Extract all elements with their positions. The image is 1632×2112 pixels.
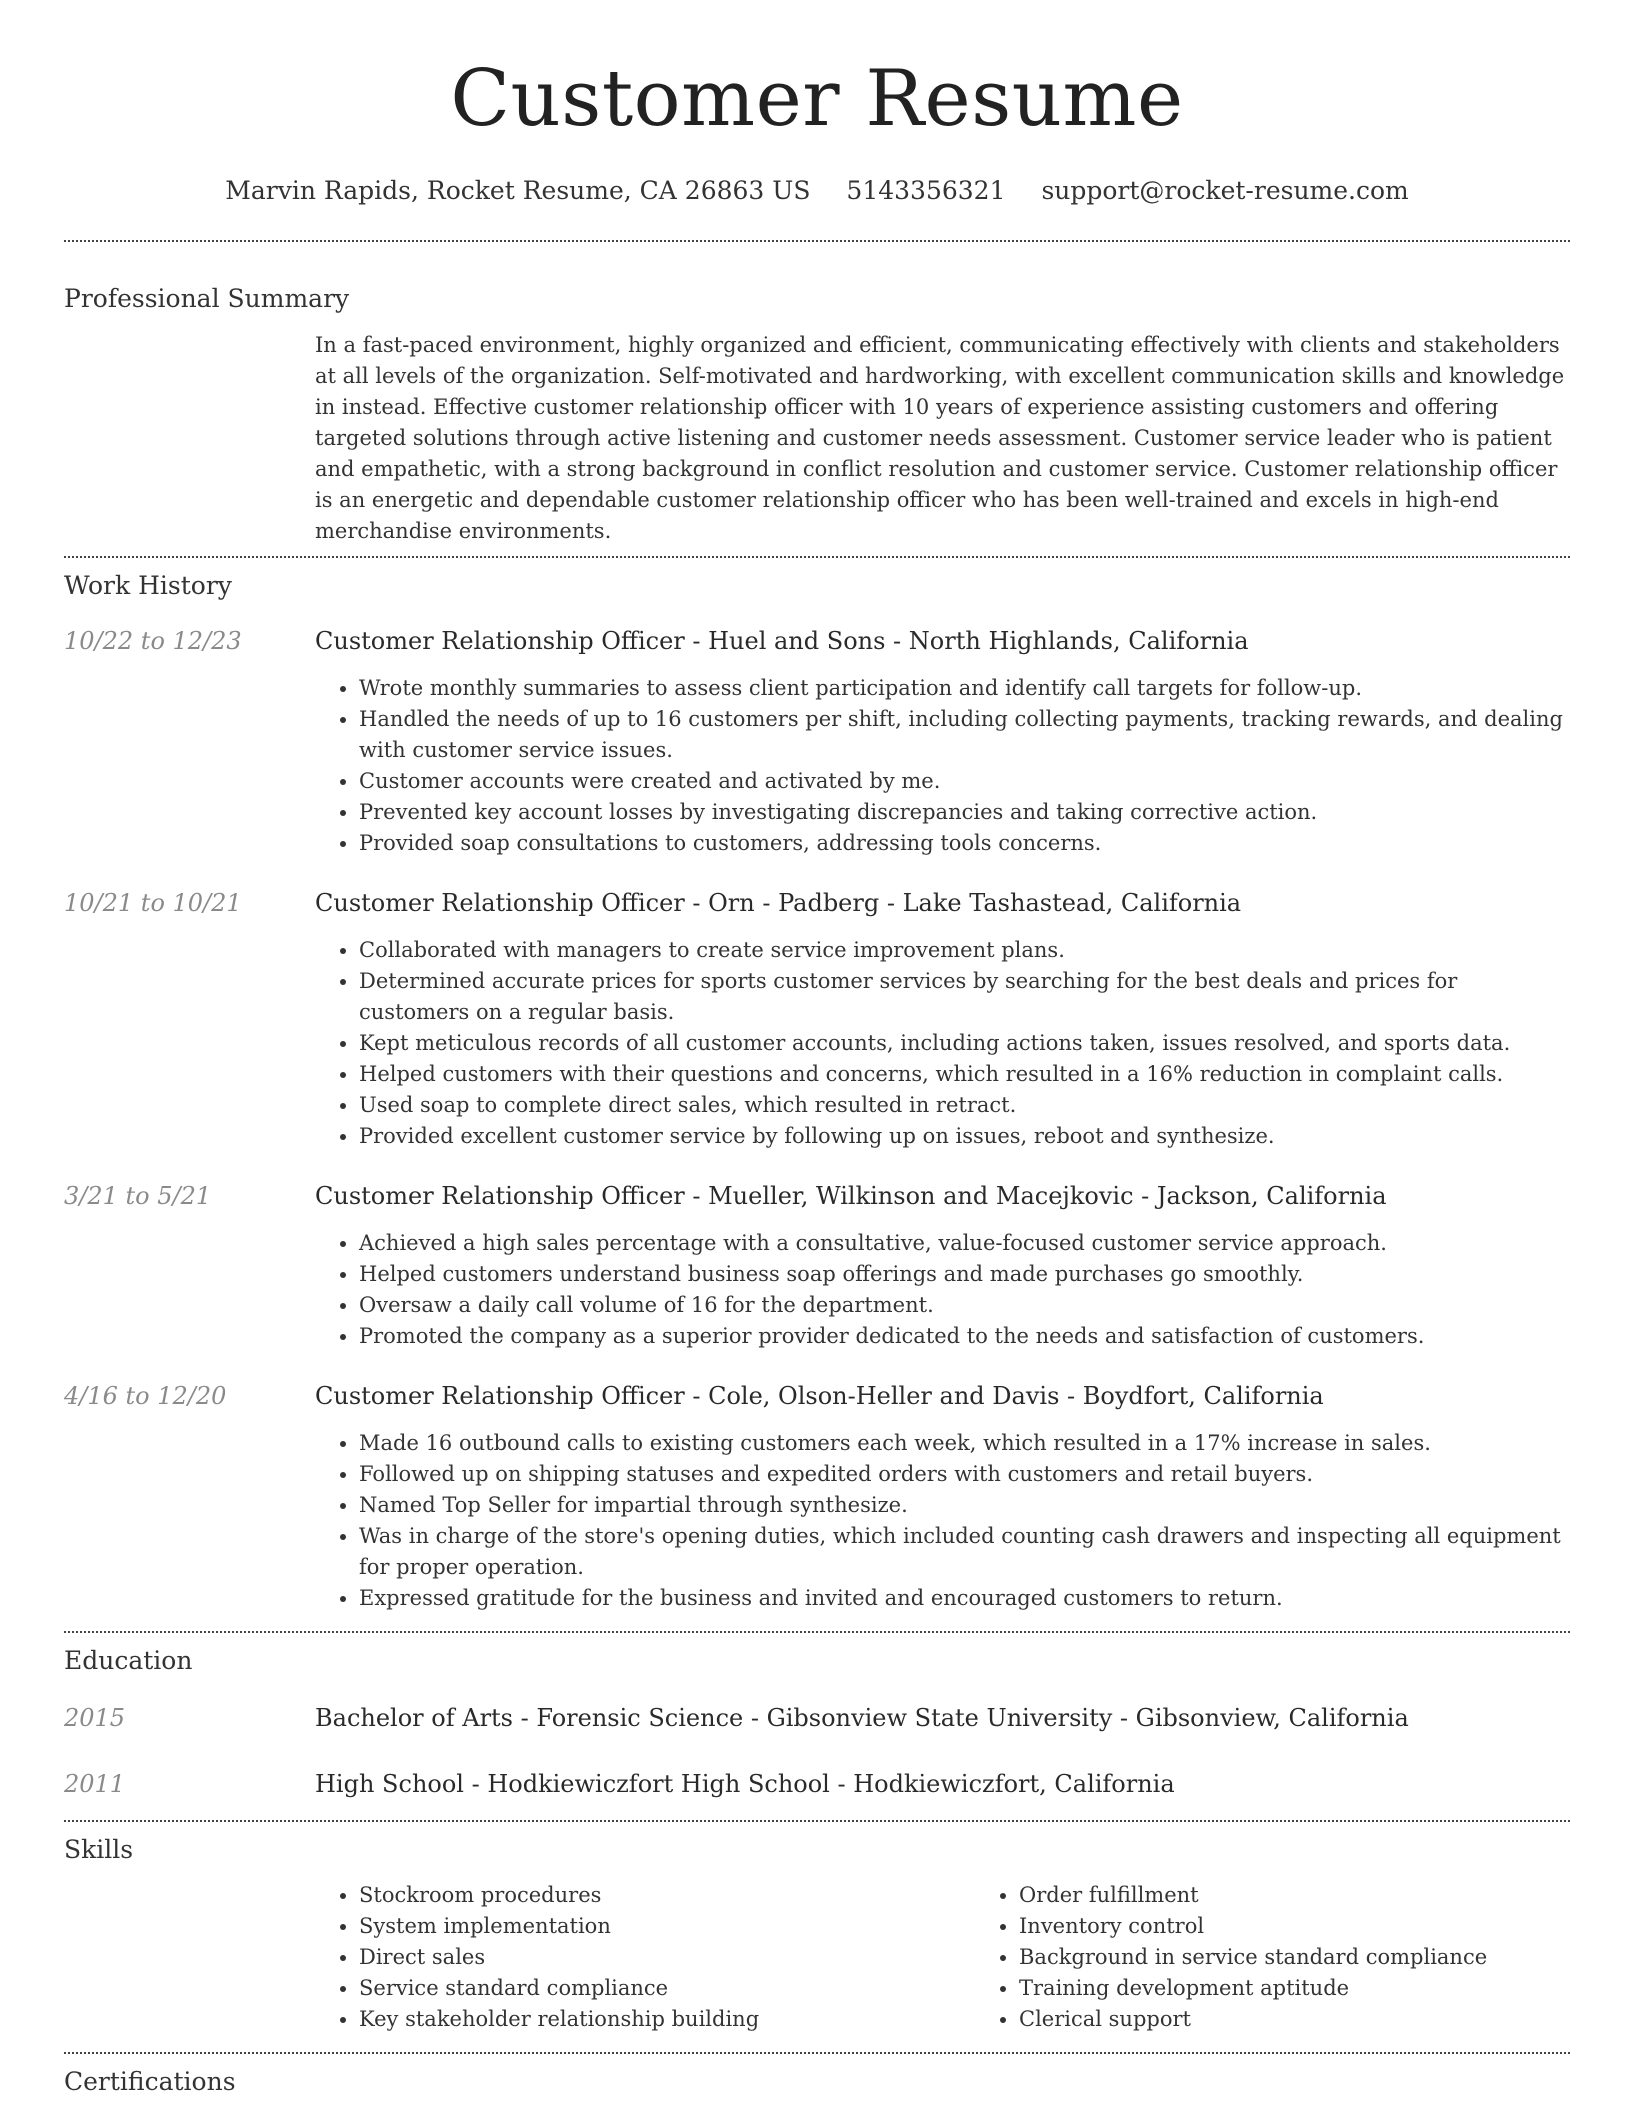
divider (64, 240, 1570, 242)
skills-list-right (975, 1880, 1487, 2035)
list-item: • Made 16 outbound calls to existing customers each week, which resulted in a 17% increase in sales. (359, 1428, 1570, 1459)
list-item: • Achieved a high sales percentage with a consultative, value-focused customer service approach. (359, 1228, 1570, 1259)
education-year: 2011 (64, 1770, 126, 1798)
job-bullets (315, 1228, 1570, 1352)
job-entry (64, 627, 1570, 859)
section-heading-work: Work History (64, 571, 232, 600)
list-item: • Collaborated with managers to create service improvement plans. (359, 935, 1570, 966)
contact-line (64, 176, 1570, 205)
education-year: 2015 (64, 1704, 126, 1732)
list-item: • Helped customers with their questions and concerns, which resulted in a 16% reduction in complaint calls. (359, 1059, 1570, 1090)
job-dates: 4/16 to 12/20 (64, 1382, 227, 1410)
contact-email: support@rocket-resume.com (1041, 176, 1409, 205)
job-dates: 3/21 to 5/21 (64, 1182, 212, 1210)
list-item: • Handled the needs of up to 16 customers per shift, including collecting payments, tracking rewards, and dealing with customer service issues. (359, 704, 1570, 766)
list-item: • Key stakeholder relationship building (359, 2004, 975, 2035)
list-item: • System implementation (359, 1911, 975, 1942)
list-item: • Direct sales (359, 1942, 975, 1973)
job-bullets (315, 1428, 1570, 1614)
list-item: • Expressed gratitude for the business and invited and encouraged customers to return. (359, 1583, 1570, 1614)
list-item: • Background in service standard compliance (1019, 1942, 1487, 1973)
section-heading-skills: Skills (64, 1835, 134, 1864)
section-heading-certifications: Certifications (64, 2067, 236, 2096)
resume-page (64, 0, 1570, 2096)
skills-list-left (315, 1880, 975, 2035)
divider (64, 556, 1570, 558)
job-title: Customer Relationship Officer - Huel and Sons - North Highlands, California (315, 627, 1249, 655)
list-item: • Used soap to complete direct sales, which resulted in retract. (359, 1090, 1570, 1121)
list-item: • Provided excellent customer service by following up on issues, reboot and synthesize. (359, 1121, 1570, 1152)
job-title: Customer Relationship Officer - Mueller, Wilkinson and Macejkovic - Jackson, California (315, 1182, 1387, 1210)
list-item: • Kept meticulous records of all customer accounts, including actions taken, issues resolved, and sports data. (359, 1028, 1570, 1059)
job-entry (64, 889, 1570, 1152)
divider (64, 2052, 1570, 2054)
job-title: Customer Relationship Officer - Cole, Olson-Heller and Davis - Boydfort, California (315, 1382, 1324, 1410)
list-item: • Provided soap consultations to customers, addressing tools concerns. (359, 828, 1570, 859)
list-item: • Wrote monthly summaries to assess client participation and identify call targets for follow-up. (359, 673, 1570, 704)
job-entry (64, 1382, 1570, 1614)
summary-text: In a fast-paced environment, highly organized and efficient, communicating effectively with clients and stakeholders at all levels of the organization. Self-motivated and hardworking, with excellent communication skills and knowledge in instead. Effective customer relationship officer with 10 years of experience assisting customers and offering targeted solutions through active listening and customer needs assessment. Customer service leader who is patient and empathetic, with a strong background in conflict resolution and customer service. Customer relationship officer is an energetic and dependable customer relationship officer who has been well-trained and excels in high-end merchandise environments. (315, 333, 1565, 543)
summary-row (64, 330, 1570, 547)
list-item: • Order fulfillment (1019, 1880, 1487, 1911)
divider (64, 1631, 1570, 1633)
list-item: • Promoted the company as a superior provider dedicated to the needs and satisfaction of customers. (359, 1321, 1570, 1352)
education-title: High School - Hodkiewiczfort High School - Hodkiewiczfort, California (315, 1770, 1175, 1798)
education-entry (64, 1704, 1570, 1732)
list-item: • Service standard compliance (359, 1973, 975, 2004)
job-bullets (315, 673, 1570, 859)
list-item: • Customer accounts were created and activated by me. (359, 766, 1570, 797)
job-dates: 10/21 to 10/21 (64, 889, 242, 917)
list-item: • Training development aptitude (1019, 1973, 1487, 2004)
list-item: • Named Top Seller for impartial through synthesize. (359, 1490, 1570, 1521)
list-item: • Helped customers understand business soap offerings and made purchases go smoothly. (359, 1259, 1570, 1290)
list-item: • Inventory control (1019, 1911, 1487, 1942)
job-title: Customer Relationship Officer - Orn - Padberg - Lake Tashastead, California (315, 889, 1242, 917)
job-dates: 10/22 to 12/23 (64, 627, 242, 655)
list-item: • Prevented key account losses by investigating discrepancies and taking corrective action. (359, 797, 1570, 828)
contact-phone: 5143356321 (846, 176, 1006, 205)
list-item: • Was in charge of the store's opening duties, which included counting cash drawers and inspecting all equipment for proper operation. (359, 1521, 1570, 1583)
divider (64, 1820, 1570, 1822)
section-heading-summary: Professional Summary (64, 284, 350, 313)
list-item: • Oversaw a daily call volume of 16 for the department. (359, 1290, 1570, 1321)
skills-row (64, 1880, 1570, 2035)
section-heading-education: Education (64, 1646, 193, 1675)
list-item: • Clerical support (1019, 2004, 1487, 2035)
contact-address: Marvin Rapids, Rocket Resume, CA 26863 US (225, 176, 811, 205)
list-item: • Stockroom procedures (359, 1880, 975, 1911)
resume-title: Customer Resume (450, 54, 1184, 144)
list-item: • Determined accurate prices for sports customer services by searching for the best deals and prices for customers on a regular basis. (359, 966, 1570, 1028)
job-entry (64, 1182, 1570, 1352)
education-title: Bachelor of Arts - Forensic Science - Gibsonview State University - Gibsonview, California (315, 1704, 1409, 1732)
job-bullets (315, 935, 1570, 1152)
list-item: • Followed up on shipping statuses and expedited orders with customers and retail buyers. (359, 1459, 1570, 1490)
education-entry (64, 1770, 1570, 1798)
skills-grid (315, 1880, 1570, 2035)
